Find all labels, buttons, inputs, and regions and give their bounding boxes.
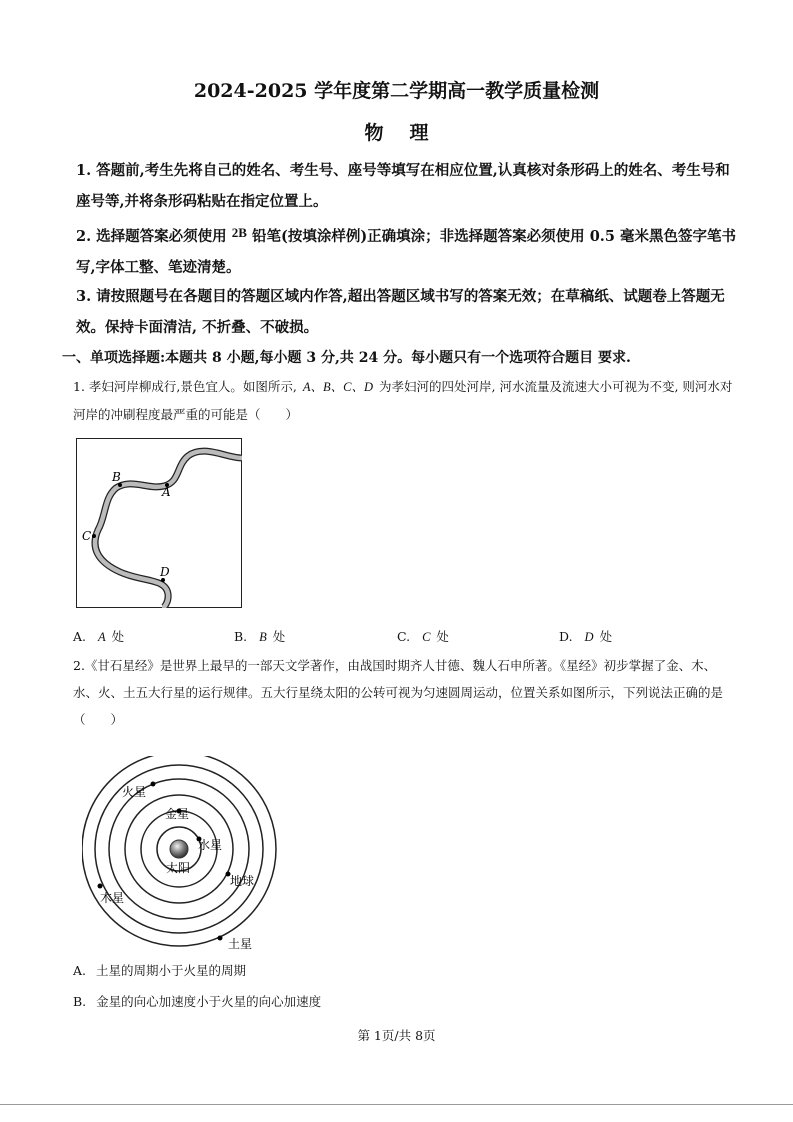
label-mars: 火星 — [122, 785, 147, 799]
q1-stem-pre: 1. 孝妇河岸柳成行,景色宜人。如图所示, — [73, 379, 297, 394]
q2-option-a-text: 土星的周期小于火星的周期 — [96, 963, 247, 978]
instruction-3: 3. 请按照题号在各题目的答题区域内作答,超出答题区域书写的答案无效；在草稿纸、试题卷上答题无效。保持卡面清洁, 不折叠、不破损。 — [76, 288, 725, 336]
label-mercury: 水星 — [198, 838, 223, 852]
label-b: B — [112, 470, 121, 484]
instruction-2 — [76, 217, 736, 283]
label-saturn: 土星 — [228, 937, 253, 951]
q2-option-b[interactable] — [73, 992, 321, 1010]
sun-icon — [170, 840, 188, 858]
q1-option-d-key: D. — [559, 629, 573, 644]
q1-option-d[interactable] — [559, 627, 612, 645]
q1-option-c-point: C — [422, 630, 431, 644]
q1-option-c-suffix: 处 — [436, 629, 449, 644]
q1-option-b[interactable] — [234, 627, 285, 645]
label-earth: 地球 — [230, 874, 255, 888]
q1-option-b-key: B. — [234, 629, 248, 644]
q2-option-b-text: 金星的向心加速度小于火星的向心加速度 — [96, 994, 322, 1009]
q1-option-b-suffix: 处 — [272, 629, 286, 644]
q2-option-b-key: B. — [73, 994, 87, 1009]
question-1-stem — [73, 373, 733, 428]
q1-option-d-suffix: 处 — [599, 629, 613, 644]
q1-option-c-key: C. — [397, 629, 411, 644]
q2-option-a[interactable] — [73, 961, 246, 979]
label-a: A — [162, 485, 171, 499]
q1-stem-points: A、B、C、D — [302, 380, 373, 394]
label-jupiter: 木星 — [100, 891, 125, 905]
exam-title: 2024-2025 学年度第二学期高一教学质量检测 — [193, 80, 600, 102]
q1-option-a-key: A. — [73, 629, 87, 644]
label-c: C — [82, 529, 92, 543]
q1-option-a-suffix: 处 — [111, 629, 125, 644]
instruction-2-pre: 2. 选择题答案必须使用 — [76, 228, 232, 245]
point-c-dot — [92, 534, 96, 538]
river-figure — [76, 438, 242, 608]
label-venus: 金星 — [165, 807, 190, 821]
label-sun: 太阳 — [166, 861, 191, 875]
q1-option-c[interactable] — [397, 627, 449, 645]
label-d: D — [160, 565, 170, 579]
bottom-divider — [0, 1104, 793, 1105]
q1-option-a-point: A — [98, 630, 106, 644]
jupiter-dot — [98, 884, 103, 889]
q1-stem-post: 为孝妇河的四处河岸, 河水流量及流速大小可视为不变, 则河水对河岸的冲刷程度最严重的可能是（ ） — [73, 379, 733, 422]
q2-option-a-key: A. — [73, 963, 87, 978]
solar-system-figure — [82, 756, 282, 956]
page-footer: 第 1页/共 8页 — [357, 1028, 436, 1043]
q1-option-b-point: B — [259, 630, 267, 644]
q1-option-d-point: D — [584, 630, 594, 644]
pencil-grade: 2B — [231, 225, 247, 240]
question-2-stem: 2.《甘石星经》是世界上最早的一部天文学著作，由战国时期齐人甘德、魏人石申所著。《星经》初步掌握了金、木、水、火、土五大行星的运行规律。五大行星绕太阳的公转可视为匀速圆周运动，位置关系如图所示，下列说法正确的是（ ） — [73, 658, 724, 727]
instruction-1: 1. 答题前,考生先将自己的姓名、考生号、座号等填写在相应位置,认真核对条形码上的姓名、考生号和座号等,并将条形码粘贴在指定位置上。 — [76, 162, 730, 210]
q1-option-a[interactable] — [73, 627, 124, 645]
saturn-dot — [218, 936, 223, 941]
section-heading: 一、单项选择题:本题共 8 小题,每小题 3 分,共 24 分。每小题只有一个选项符合题目 要求. — [62, 350, 631, 366]
mars-dot — [151, 782, 156, 787]
subject-title: 物理 — [364, 122, 455, 144]
instruction-2-post: 铅笔(按填涂样例)正确填涂；非选择题答案必须使用 0.5 毫米黑色签字笔书写,字体工整、笔迹清楚。 — [76, 228, 736, 276]
